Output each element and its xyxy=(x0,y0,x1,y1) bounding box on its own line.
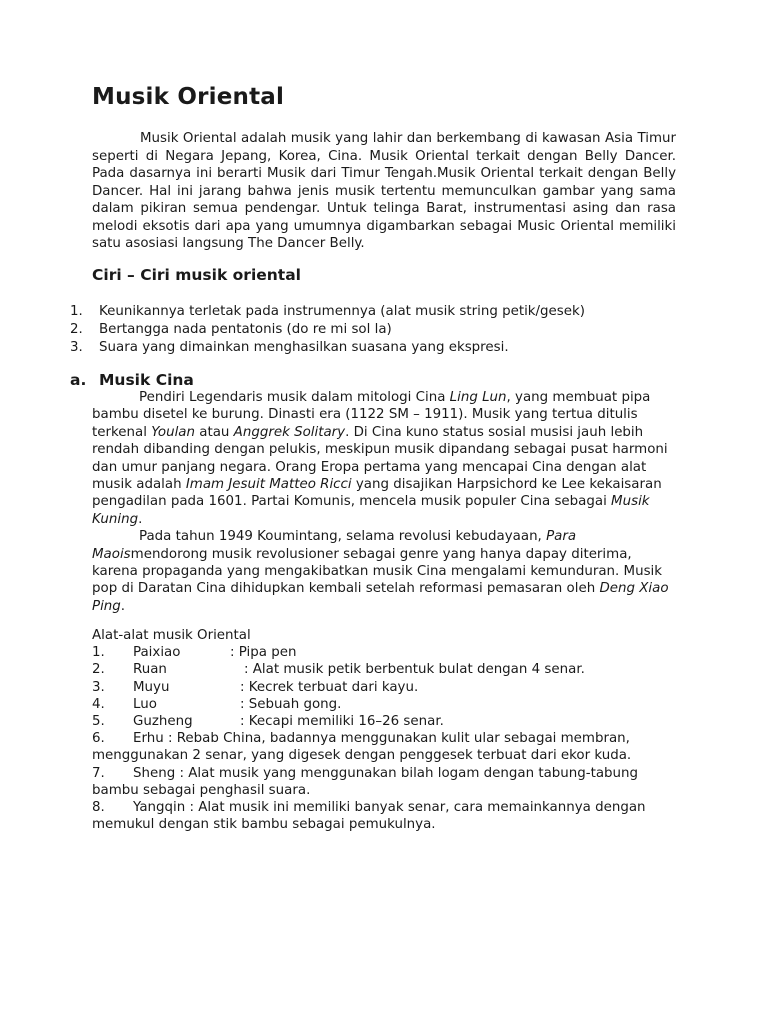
list-number: 1. xyxy=(70,304,83,319)
list-number: 4. xyxy=(92,696,105,712)
list-number: 1. xyxy=(92,645,105,661)
cina-paragraph-1 xyxy=(92,389,678,528)
text-run: Pada tahun 1949 Koumintang, selama revolusi kebudayaan, xyxy=(139,529,547,545)
text-run: . xyxy=(120,598,126,614)
alat-item xyxy=(92,644,682,661)
list-number: 6. xyxy=(92,731,105,747)
text-run: atau xyxy=(195,424,234,440)
alat-item xyxy=(92,713,682,730)
italic-term: Imam Jesuit Matteo Ricci xyxy=(185,477,352,493)
list-number: 5. xyxy=(92,714,105,730)
alat-item xyxy=(92,679,682,696)
list-number: 8. xyxy=(92,800,105,816)
instrument-name: Muyu xyxy=(133,679,170,695)
italic-term: Youlan xyxy=(151,424,195,440)
alat-item xyxy=(92,730,682,764)
instrument-desc: : Pipa pen xyxy=(230,645,297,661)
ciri-list-item xyxy=(70,339,690,357)
text-run: , yang membuat pipa bambu disetel ke burung. Dinasti era (1122 SM – 1911). Musik yang tertua ditulis terkenal xyxy=(92,390,651,440)
list-number: 2. xyxy=(70,322,83,337)
list-number: 3. xyxy=(92,679,105,695)
italic-term: Deng Xiao Ping xyxy=(92,581,669,614)
section-letter: a. xyxy=(70,371,87,389)
text-run: . xyxy=(138,511,143,527)
musik-cina-body xyxy=(92,389,678,615)
alat-item xyxy=(92,799,682,833)
instrument-text: Erhu : Rebab China, badannya menggunakan kulit ular sebagai membran, menggunakan 2 senar, yang digesek dengan penggesek terbuat dari ekor kuda. xyxy=(92,731,632,764)
ciri-list-item xyxy=(70,321,690,339)
italic-term: Ling Lun xyxy=(449,390,507,405)
ciri-heading: Ciri – Ciri musik oriental xyxy=(92,266,301,284)
intro-paragraph: Musik Oriental adalah musik yang lahir dan berkembang di kawasan Asia Timur seperti di Negara Jepang, Korea, Cina. Musik Oriental terkait dengan Belly Dancer. Pada dasarnya ini berarti Musik dari Timur Tengah.Musik Oriental terkait dengan Belly Dancer. Hal ini jarang bahwa jenis musik tertentu memunculkan gambar yang sama dalam pikiran semua pendengar. Untuk telinga Barat, instrumentasi asing dan rasa melodi eksotis dari apa yang umumnya digambarkan sebagai Music Oriental memiliki satu asosiasi langsung The Dancer Belly. xyxy=(92,131,676,251)
alat-item xyxy=(92,661,682,678)
alat-heading: Alat-alat musik Oriental xyxy=(92,628,251,643)
instrument-name: Paixiao xyxy=(133,645,181,661)
alat-item xyxy=(92,765,682,799)
cina-paragraph-2 xyxy=(92,528,678,615)
instrument-name: Ruan xyxy=(133,662,167,678)
instrument-desc: : Alat musik petik berbentuk bulat dengan 4 senar. xyxy=(244,662,585,678)
instrument-desc: : Sebuah gong. xyxy=(240,696,342,712)
instrument-name: Luo xyxy=(133,696,157,712)
musik-cina-heading xyxy=(70,371,194,389)
italic-term: Anggrek Solitary xyxy=(233,424,346,440)
document-title: Musik Oriental xyxy=(92,84,285,110)
list-text: Bertangga nada pentatonis (do re mi sol la) xyxy=(99,322,392,337)
instrument-desc: : Kecrek terbuat dari kayu. xyxy=(240,679,419,695)
list-text: Suara yang dimainkan menghasilkan suasana yang ekspresi. xyxy=(99,340,509,355)
instrument-name: Guzheng xyxy=(133,714,193,730)
instrument-desc: : Kecapi memiliki 16–26 senar. xyxy=(240,714,444,730)
list-number: 7. xyxy=(92,765,105,781)
text-run: Pendiri Legendaris musik dalam mitologi Cina xyxy=(139,390,450,405)
list-number: 2. xyxy=(92,662,105,678)
list-text: Keunikannya terletak pada instrumennya (alat musik string petik/gesek) xyxy=(99,304,585,319)
italic-term: Musik Kuning xyxy=(92,494,650,527)
ciri-list-item xyxy=(70,303,690,321)
list-number: 3. xyxy=(70,340,83,355)
instrument-text: Sheng : Alat musik yang menggunakan bilah logam dengan tabung-tabung bambu sebagai penghasil suara. xyxy=(92,765,639,798)
alat-musik-list xyxy=(92,627,682,833)
instrument-text: Yangqin : Alat musik ini memiliki banyak senar, cara memainkannya dengan memukul dengan stik bambu sebagai pemukulnya. xyxy=(92,800,646,833)
text-run: yang disajikan Harpsichord ke Lee kekaisaran pengadilan pada 1601. Partai Komunis, mencela musik populer Cina sebagai xyxy=(92,477,662,510)
alat-item xyxy=(92,696,682,713)
section-title: Musik Cina xyxy=(99,371,194,389)
italic-term: Para Maois xyxy=(92,529,577,562)
ciri-list xyxy=(70,303,690,357)
text-run: . Di Cina kuno status sosial musisi jauh lebih rendah dibanding dengan pelukis, meskipun musik dipandang sebagai pusat harmoni dan umur panjang negara. Orang Eropa pertama yang mencapai Cina dengan alat musik adalah xyxy=(92,424,668,493)
text-run: mendorong musik revolusioner sebagai genre yang hanya dapay diterima, karena propaganda yang mengakibatkan musik Cina mengalami kemunduran. Musik pop di Daratan Cina dihidupkan kembali setelah reformasi pemasaran oleh xyxy=(92,546,663,597)
